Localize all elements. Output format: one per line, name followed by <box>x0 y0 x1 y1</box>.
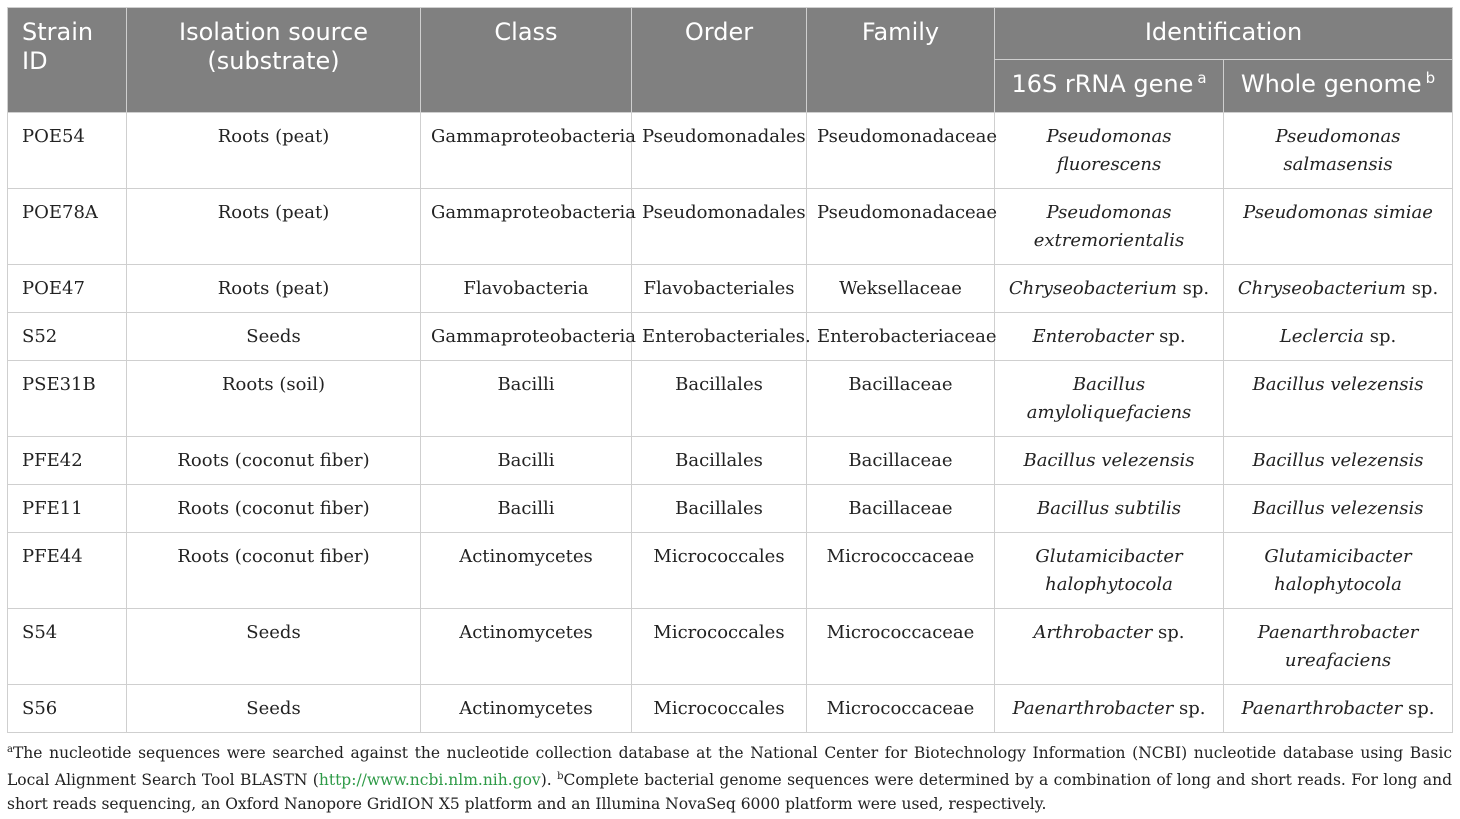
cell-16s-rrna <box>995 189 1224 265</box>
strain-table <box>7 7 1453 733</box>
species-abbrev: sp. <box>1178 698 1206 719</box>
table-row <box>8 485 1453 533</box>
header-16s-rrna: 16S rRNA gene $^a$ <box>995 60 1224 113</box>
cell-whole-genome <box>1224 361 1453 437</box>
ncbi-link[interactable]: http://www.ncbi.nlm.nih.gov <box>318 771 541 790</box>
cell-16s-rrna <box>995 685 1224 733</box>
cell-strain-id: S54 <box>8 609 127 685</box>
cell-isolation-source: Seeds <box>127 685 421 733</box>
header-whole-genome: Whole genome $^b$ <box>1224 60 1453 113</box>
cell-family: Pseudomonadaceae <box>807 189 995 265</box>
cell-family: Bacillaceae <box>807 361 995 437</box>
table-row <box>8 313 1453 361</box>
cell-16s-rrna <box>995 113 1224 189</box>
header-family: Family <box>807 8 995 113</box>
table-row <box>8 265 1453 313</box>
cell-strain-id: S52 <box>8 313 127 361</box>
cell-isolation-source: Seeds <box>127 313 421 361</box>
cell-isolation-source: Roots (coconut fiber) <box>127 437 421 485</box>
cell-strain-id: POE47 <box>8 265 127 313</box>
cell-isolation-source: Roots (peat) <box>127 265 421 313</box>
table-row <box>8 437 1453 485</box>
cell-family: Pseudomonadaceae <box>807 113 995 189</box>
cell-order: Bacillales <box>632 485 807 533</box>
cell-family: Micrococcaceae <box>807 685 995 733</box>
cell-class: Flavobacteria <box>421 265 632 313</box>
table-row <box>8 189 1453 265</box>
species-name: Leclercia <box>1279 326 1365 347</box>
cell-whole-genome <box>1224 533 1453 609</box>
cell-order: Pseudomonadales <box>632 189 807 265</box>
species-name: Bacillus velezensis <box>1023 450 1195 471</box>
cell-isolation-source: Roots (coconut fiber) <box>127 533 421 609</box>
footnote-a-mark: a <box>7 744 13 755</box>
species-name: Arthrobacter <box>1033 622 1153 643</box>
cell-strain-id: PFE42 <box>8 437 127 485</box>
cell-class: Gammaproteobacteria <box>421 113 632 189</box>
cell-class: Gammaproteobacteria <box>421 313 632 361</box>
species-name: Bacillus subtilis <box>1037 498 1181 519</box>
table-row <box>8 361 1453 437</box>
species-abbrev: sp. <box>1182 278 1210 299</box>
cell-16s-rrna <box>995 533 1224 609</box>
cell-whole-genome <box>1224 313 1453 361</box>
cell-isolation-source: Roots (peat) <box>127 113 421 189</box>
cell-family: Enterobacteriaceae <box>807 313 995 361</box>
cell-whole-genome <box>1224 685 1453 733</box>
cell-order: Micrococcales <box>632 609 807 685</box>
cell-strain-id: PFE44 <box>8 533 127 609</box>
cell-order: Bacillales <box>632 437 807 485</box>
species-name: Bacillus velezensis <box>1252 498 1424 519</box>
cell-isolation-source: Roots (soil) <box>127 361 421 437</box>
cell-family: Bacillaceae <box>807 437 995 485</box>
cell-isolation-source: Seeds <box>127 609 421 685</box>
footnote-b-text: Complete bacterial genome sequences were determined by a combination of long and short reads. For long and short reads sequencing, an Oxford Nanopore GridION X5 platform and an Illumina NovaSeq 6000 platform were used, respectively. <box>7 771 1452 814</box>
species-name: Paenarthrobacter <box>1012 698 1174 719</box>
cell-16s-rrna <box>995 437 1224 485</box>
header-identification: Identification <box>995 8 1453 60</box>
cell-family: Micrococcaceae <box>807 533 995 609</box>
cell-strain-id: PSE31B <box>8 361 127 437</box>
cell-class: Actinomycetes <box>421 685 632 733</box>
species-name: Glutamicibacter halophytocola <box>1264 546 1412 595</box>
species-name: Paenarthrobacter ureafaciens <box>1257 622 1419 671</box>
cell-order: Flavobacteriales <box>632 265 807 313</box>
cell-class: Bacilli <box>421 361 632 437</box>
cell-whole-genome <box>1224 113 1453 189</box>
cell-16s-rrna <box>995 361 1224 437</box>
cell-class: Actinomycetes <box>421 609 632 685</box>
cell-16s-rrna <box>995 485 1224 533</box>
header-strain-id: Strain ID <box>8 8 127 113</box>
cell-strain-id: PFE11 <box>8 485 127 533</box>
cell-class: Bacilli <box>421 485 632 533</box>
species-abbrev: sp. <box>1159 326 1186 347</box>
species-name: Bacillus velezensis <box>1252 374 1424 395</box>
species-name: Paenarthrobacter <box>1241 698 1403 719</box>
table-body <box>8 113 1453 733</box>
species-abbrev: sp. <box>1157 622 1185 643</box>
cell-16s-rrna <box>995 313 1224 361</box>
cell-whole-genome <box>1224 189 1453 265</box>
species-name: Pseudomonas extremorientalis <box>1033 202 1185 251</box>
header-order: Order <box>632 8 807 113</box>
species-name: Pseudomonas fluorescens <box>1046 126 1172 175</box>
cell-family: Micrococcaceae <box>807 609 995 685</box>
table-footnotes: $^a$The nucleotide sequences were searched against the nucleotide collection database at the National Center for Biotechnology Information (NCBI) nucleotide database using Basic Local Alignment Search Tool BLASTN (http://www.ncbi.nlm.nih.gov). $^b$Complete bacterial genome sequences were determined by a combination of long and short reads. For long and short reads sequencing, an Oxford Nanopore GridION X5 platform and an Illumina NovaSeq 6000 platform were used, respectively. <box>7 744 1452 814</box>
footnote-b-mark: b <box>557 771 564 783</box>
species-name: Enterobacter <box>1032 326 1154 347</box>
cell-order: Pseudomonadales <box>632 113 807 189</box>
cell-whole-genome <box>1224 485 1453 533</box>
cell-family: Bacillaceae <box>807 485 995 533</box>
table-row <box>8 533 1453 609</box>
cell-strain-id: S56 <box>8 685 127 733</box>
species-name: Bacillus amyloliquefaciens <box>1026 374 1192 423</box>
cell-strain-id: POE54 <box>8 113 127 189</box>
footnote-a-text: The nucleotide sequences were searched against the nucleotide collection database at the National Center for Biotechnology Information (NCBI) nucleotide database using Basic Local Alignment Search Tool BLASTN ( <box>7 744 1452 790</box>
table-row <box>8 609 1453 685</box>
cell-isolation-source: Roots (peat) <box>127 189 421 265</box>
species-abbrev: sp. <box>1369 326 1397 347</box>
table-row <box>8 113 1453 189</box>
cell-16s-rrna <box>995 609 1224 685</box>
cell-order: Enterobacteriales. <box>632 313 807 361</box>
cell-class: Gammaproteobacteria <box>421 189 632 265</box>
cell-family: Weksellaceae <box>807 265 995 313</box>
species-name: Bacillus velezensis <box>1252 450 1424 471</box>
species-name: Glutamicibacter halophytocola <box>1035 546 1183 595</box>
species-abbrev: sp. <box>1407 698 1435 719</box>
cell-order: Bacillales <box>632 361 807 437</box>
cell-order: Micrococcales <box>632 685 807 733</box>
cell-whole-genome <box>1224 265 1453 313</box>
cell-order: Micrococcales <box>632 533 807 609</box>
species-name: Pseudomonas simiae <box>1243 202 1433 223</box>
cell-whole-genome <box>1224 609 1453 685</box>
species-name: Pseudomonas salmasensis <box>1275 126 1401 175</box>
species-name: Chryseobacterium <box>1237 278 1406 299</box>
table-row <box>8 685 1453 733</box>
cell-16s-rrna <box>995 265 1224 313</box>
cell-strain-id: POE78A <box>8 189 127 265</box>
header-class: Class <box>421 8 632 113</box>
cell-isolation-source: Roots (coconut fiber) <box>127 485 421 533</box>
header-isolation-source: Isolation source (substrate) <box>127 8 421 113</box>
species-name: Chryseobacterium <box>1008 278 1177 299</box>
cell-whole-genome <box>1224 437 1453 485</box>
cell-class: Actinomycetes <box>421 533 632 609</box>
cell-class: Bacilli <box>421 437 632 485</box>
species-abbrev: sp. <box>1411 278 1439 299</box>
